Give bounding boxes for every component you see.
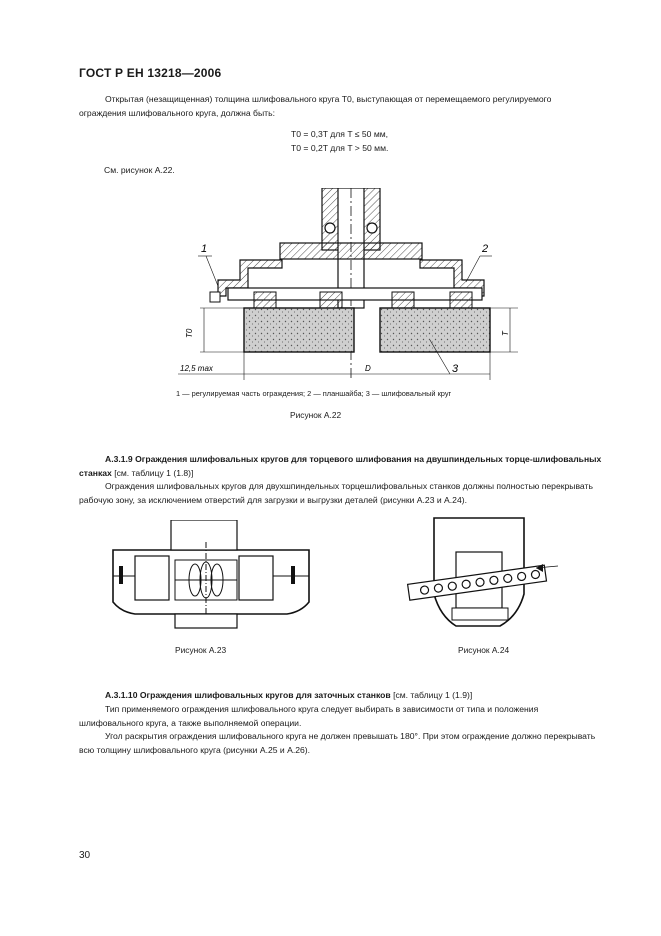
intro-paragraph: Открытая (незащищенная) толщина шлифовального круга T0, выступающая от перемещаемого регулируемого ограждения шлифовального круга, должна быть: [79, 94, 552, 118]
section-3-1-9-title: А.3.1.9 Ограждения шлифовальных кругов для торцевого шлифования на двушпиндельных торце-шлифовальных станках [79, 454, 602, 478]
fig22-label-t0: T0 [185, 328, 194, 338]
bearing-left [325, 223, 335, 233]
fig22-label-d: D [365, 364, 371, 373]
flange-hub [280, 243, 422, 259]
fig22-label-t: T [501, 331, 510, 336]
fig22-label-2: 2 [482, 243, 489, 255]
section-3-1-10-title: А.3.1.10 Ограждения шлифовальных кругов для заточных станков [105, 690, 391, 700]
section-3-1-9-body: Ограждения шлифовальных кругов для двухшпиндельных торцешлифовальных станков должны полностью перекрывать рабочую зону, за исключением отверстий для загрузки и выгрузки деталей (рисунки А.23 и А.24). [79, 481, 593, 505]
section-3-1-10-heading [79, 688, 602, 702]
formula-small: T0 = 0,3T для T ≤ 50 мм, [291, 129, 389, 139]
bearing-right [367, 223, 377, 233]
see-figure-note: См. рисунок А.22. [104, 165, 175, 175]
page-header: ГОСТ Р ЕН 13218—2006 [79, 66, 222, 80]
grinding-wheel-left [244, 308, 354, 352]
page-number: 30 [79, 850, 91, 861]
section-3-1-10-body-1: Тип применяемого ограждения шлифовального круга следует выбирать в зависимости от типа и положения шлифовального круга, а также выполняемой операции. [79, 704, 539, 728]
figure-a23-drawing [105, 520, 317, 632]
figure-a22-drawing [170, 188, 520, 380]
section-3-1-9-ref: [см. таблицу 1 (1.8)] [114, 468, 194, 478]
formula-large: T0 = 0,2T для T > 50 мм. [291, 143, 389, 153]
fig22-label-3: 3 [452, 363, 459, 375]
figure-a22-caption: Рисунок А.22 [290, 410, 342, 420]
fig22-label-12-5: 12,5 max [180, 364, 213, 373]
section-3-1-10-body-2: Угол раскрытия ограждения шлифовального круга не должен превышать 180°. При этом ограждение должно перекрывать всю толщину шлифовального круга (рисунки А.25 и А.26). [79, 731, 596, 755]
figure-a24-drawing [404, 516, 560, 636]
section-3-1-9-heading [79, 452, 602, 480]
grinding-wheel-right [380, 308, 490, 352]
figure-a23-caption: Рисунок А.23 [175, 645, 227, 655]
figure-a22-legend: 1 — регулируемая часть ограждения; 2 — планшайба; 3 — шлифовальный круг [176, 389, 452, 398]
section-3-1-10-ref: [см. таблицу 1 (1.9)] [393, 690, 473, 700]
figure-a24-caption: Рисунок А.24 [458, 645, 510, 655]
fig22-label-1: 1 [201, 243, 208, 255]
